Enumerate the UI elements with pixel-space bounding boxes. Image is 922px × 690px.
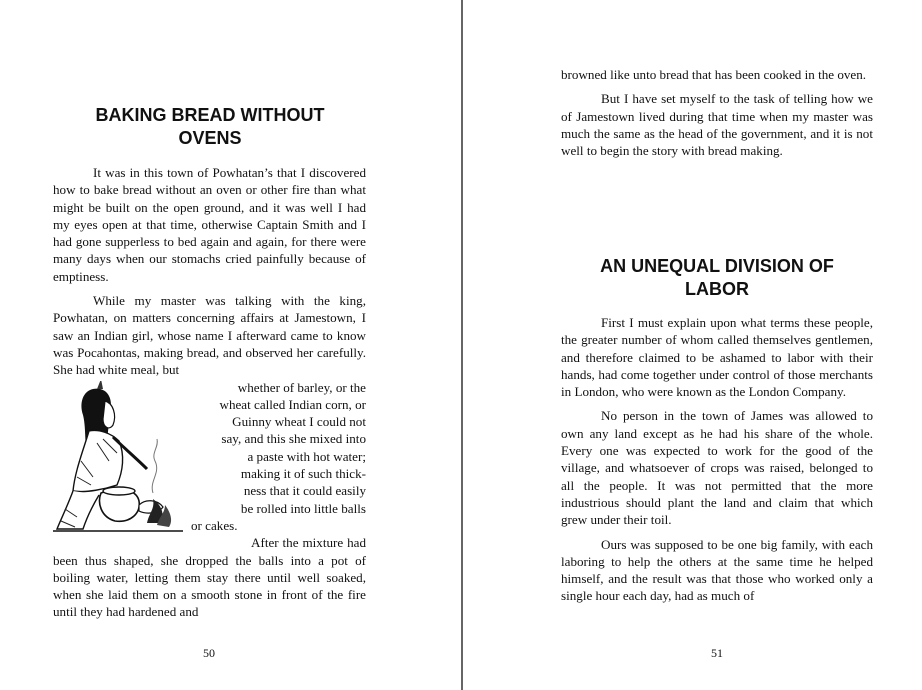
paragraph: It was in this town of Powhatan’s that I discovered how to bake bread without an oven or other fire than what might be built on the open ground, and it was well I had my eyes open at that time, otherwise Captain Smith and I had gone supperless to bed again and again, for there were many days when our stomachs cried painfully because of emptiness. [53, 165, 366, 284]
text-line: or cakes. [191, 517, 238, 533]
paragraph: No person in the town of James was allowed to own any land except as he had his share of the whole. Every one was expected to work for the good of the village, and whatsoever of crops was raised, belonged to all the people. It was not permitted that the more industrious should plant the land and claim that which grew under their toil. [561, 408, 873, 528]
chapter-heading-baking-bread [60, 104, 360, 150]
paragraph: But I have set myself to the task of telling how we of Jamestown lived during that time when my master was much the same as the head of the government, and it is not well to begin the story with bread making. [561, 91, 873, 159]
text-line: say, and this she mixed into [221, 431, 366, 447]
text-line: wheat called Indian corn, or [219, 396, 366, 412]
text-line: making it of such thick- [240, 466, 366, 482]
heading-line: LABOR [685, 279, 749, 299]
right-page-top-text [561, 66, 873, 166]
text-line: be rolled into little balls [240, 500, 366, 516]
heading-line: OVENS [178, 128, 242, 148]
paragraph: First I must explain upon what terms these people, the greater number of whom called themselves gentlemen, and therefore claimed to be ashamed to labor with their hands, had come together under control of those merchants in London, who were known as the London Company. [561, 315, 873, 400]
illustration-wrap-block [53, 379, 366, 535]
right-page [464, 0, 922, 690]
heading-line: BAKING BREAD WITHOUT [95, 105, 325, 125]
text-line: a paste with hot water; [247, 448, 366, 464]
pocahontas-illustration [53, 381, 185, 533]
heading-line: AN UNEQUAL DIVISION OF [600, 256, 834, 276]
page-number: 50 [203, 646, 215, 660]
page-divider [461, 0, 463, 690]
paragraph: browned like unto bread that has been cooked in the oven. [561, 67, 867, 82]
paragraph: While my master was talking with the king, Powhatan, on matters concerning affairs at Jamestown, I saw an Indian girl, whose name I afterward came to know was Pocahontas, making bread, and observed her carefully. She had white meal, but [53, 293, 366, 378]
left-page-text [53, 164, 366, 628]
text-line: ness that it could easily [243, 483, 366, 499]
right-page-body-text [561, 314, 873, 612]
text-line: whether of barley, or the [237, 379, 366, 395]
paragraph: Ours was supposed to be one big family, with each laboring to help the others at the same time he helped himself, and the result was that those who worked only a single hour each day, had as much of [561, 536, 873, 604]
page-number: 51 [711, 646, 723, 660]
chapter-heading-unequal-division [561, 255, 873, 301]
text-line: Guinny wheat I could not [232, 414, 366, 430]
paragraph: After the mixture had been thus shaped, she dropped the balls into a pot of boiling water, letting them stay there until well soaked, when she laid them on a smooth stone in front of the fire until they had hardened and [53, 535, 366, 620]
